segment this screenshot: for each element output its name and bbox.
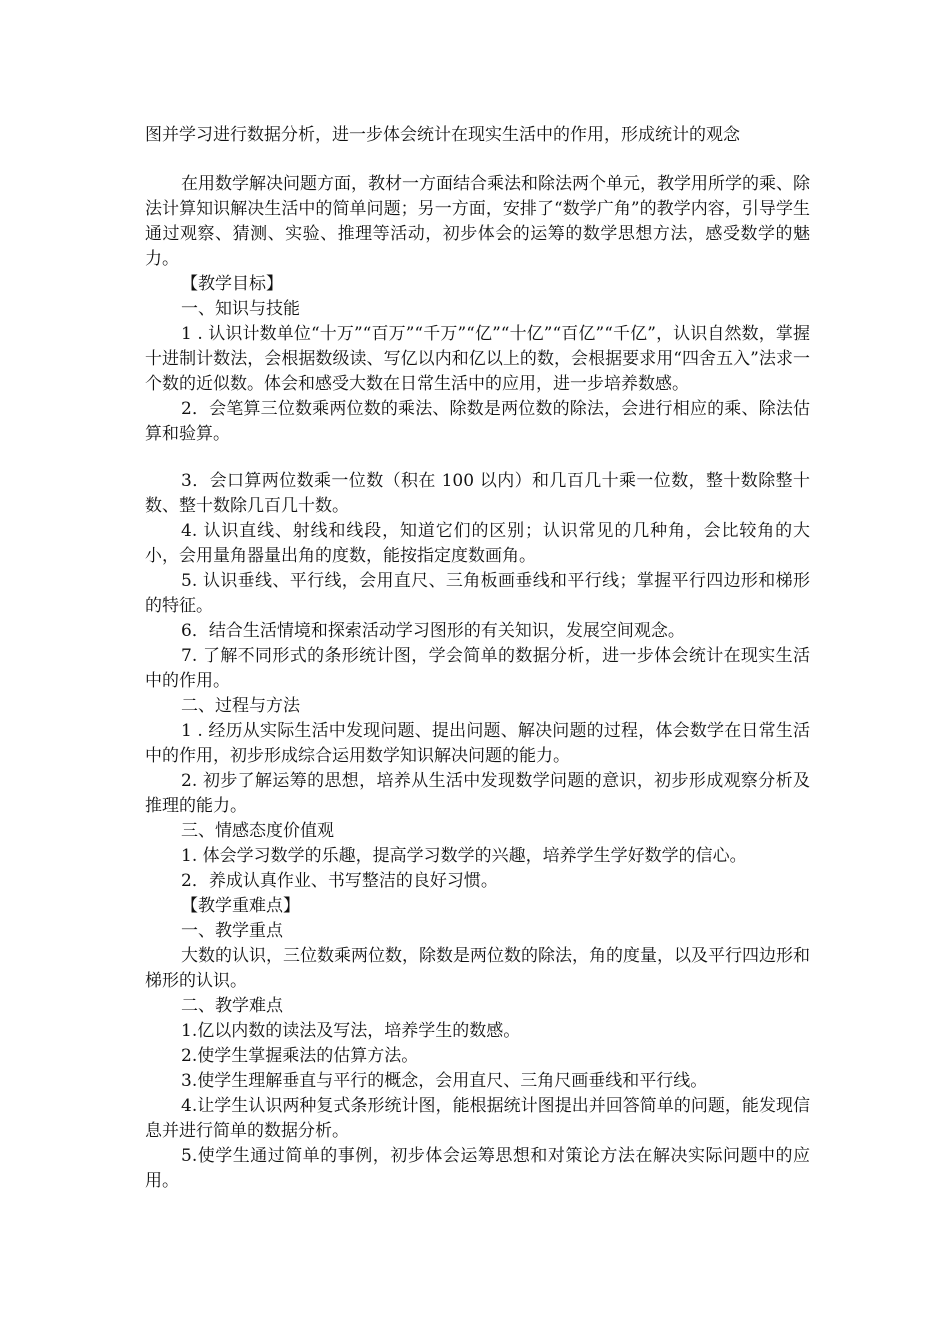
lead-paragraph: 图并学习进行数据分析，进一步体会统计在现实生活中的作用，形成统计的观念 (145, 125, 740, 145)
section1-heading: 一、知识与技能 (181, 299, 300, 319)
intro-paragraph: 在用数学解决问题方面，教材一方面结合乘法和除法两个单元，教学用所学的乘、除法计算知识解决生活中的简单问题；另一方面，安排了“数学广角”的教学内容，引导学生通过观察、猜测、实验、推理等活动，初步体会的运筹的数学思想方法，感受数学的魅力。 (145, 174, 810, 269)
key2-item-5: 5.使学生通过简单的事例，初步体会运筹思想和对策论方法在解决实际问题中的应用。 (145, 1146, 810, 1191)
s1-item-7: 7. 了解不同形式的条形统计图，学会简单的数据分析，进一步体会统计在现实生活中的作用。 (145, 646, 810, 691)
key2-item-4: 4.让学生认识两种复式条形统计图，能根据统计图提出并回答简单的问题，能发现信息并进行简单的数据分析。 (145, 1096, 810, 1141)
s2-item-1: 1 . 经历从实际生活中发现问题、提出问题、解决问题的过程，体会数学在日常生活中的作用，初步形成综合运用数学知识解决问题的能力。 (145, 721, 810, 766)
s3-item-1: 1. 体会学习数学的乐趣，提高学习数学的兴趣，培养学生学好数学的信心。 (181, 846, 747, 866)
document-body (145, 123, 810, 1194)
s1-item-3: 3．会口算两位数乘一位数（积在 100 以内）和几百几十乘一位数，整十数除整十数、整十数除几百几十数。 (145, 471, 810, 516)
s1-item-2: 2．会笔算三位数乘两位数的乘法、除数是两位数的除法，会进行相应的乘、除法估算和验算。 (145, 399, 810, 444)
key1-text: 大数的认识，三位数乘两位数，除数是两位数的除法，角的度量，以及平行四边形和梯形的认识。 (145, 946, 810, 991)
s1-item-6: 6．结合生活情境和探索活动学习图形的有关知识，发展空间观念。 (181, 621, 685, 641)
key2-item-3: 3.使学生理解垂直与平行的概念，会用直尺、三角尺画垂线和平行线。 (181, 1071, 708, 1091)
key1-heading: 一、教学重点 (181, 921, 283, 941)
s1-item-1: 1 . 认识计数单位“十万”“百万”“千万”“亿”“十亿”“百亿”“千亿”，认识自然数，掌握十进制计数法，会根据数级读、写亿以内和亿以上的数，会根据要求用“四舍五入”法求一个数的近似数。体会和感受大数在日常生活中的应用，进一步培养数感。 (145, 324, 810, 394)
section2-heading: 二、过程与方法 (181, 696, 300, 716)
s3-item-2: 2．养成认真作业、书写整洁的良好习惯。 (181, 871, 498, 891)
goals-heading: 【教学目标】 (181, 274, 283, 294)
s2-item-2: 2. 初步了解运筹的思想，培养从生活中发现数学问题的意识，初步形成观察分析及推理的能力。 (145, 771, 810, 816)
s1-item-4: 4. 认识直线、射线和线段，知道它们的区别；认识常见的几种角，会比较角的大小，会用量角器量出角的度数，能按指定度数画角。 (145, 521, 810, 566)
section3-heading: 三、情感态度价值观 (181, 821, 334, 841)
key2-item-2: 2.使学生掌握乘法的估算方法。 (181, 1046, 419, 1066)
s1-item-5: 5. 认识垂线、平行线，会用直尺、三角板画垂线和平行线；掌握平行四边形和梯形的特征。 (145, 571, 810, 616)
key2-item-1: 1.亿以内数的读法及写法，培养学生的数感。 (181, 1021, 521, 1041)
key-heading: 【教学重难点】 (181, 896, 300, 916)
key2-heading: 二、教学难点 (181, 996, 283, 1016)
